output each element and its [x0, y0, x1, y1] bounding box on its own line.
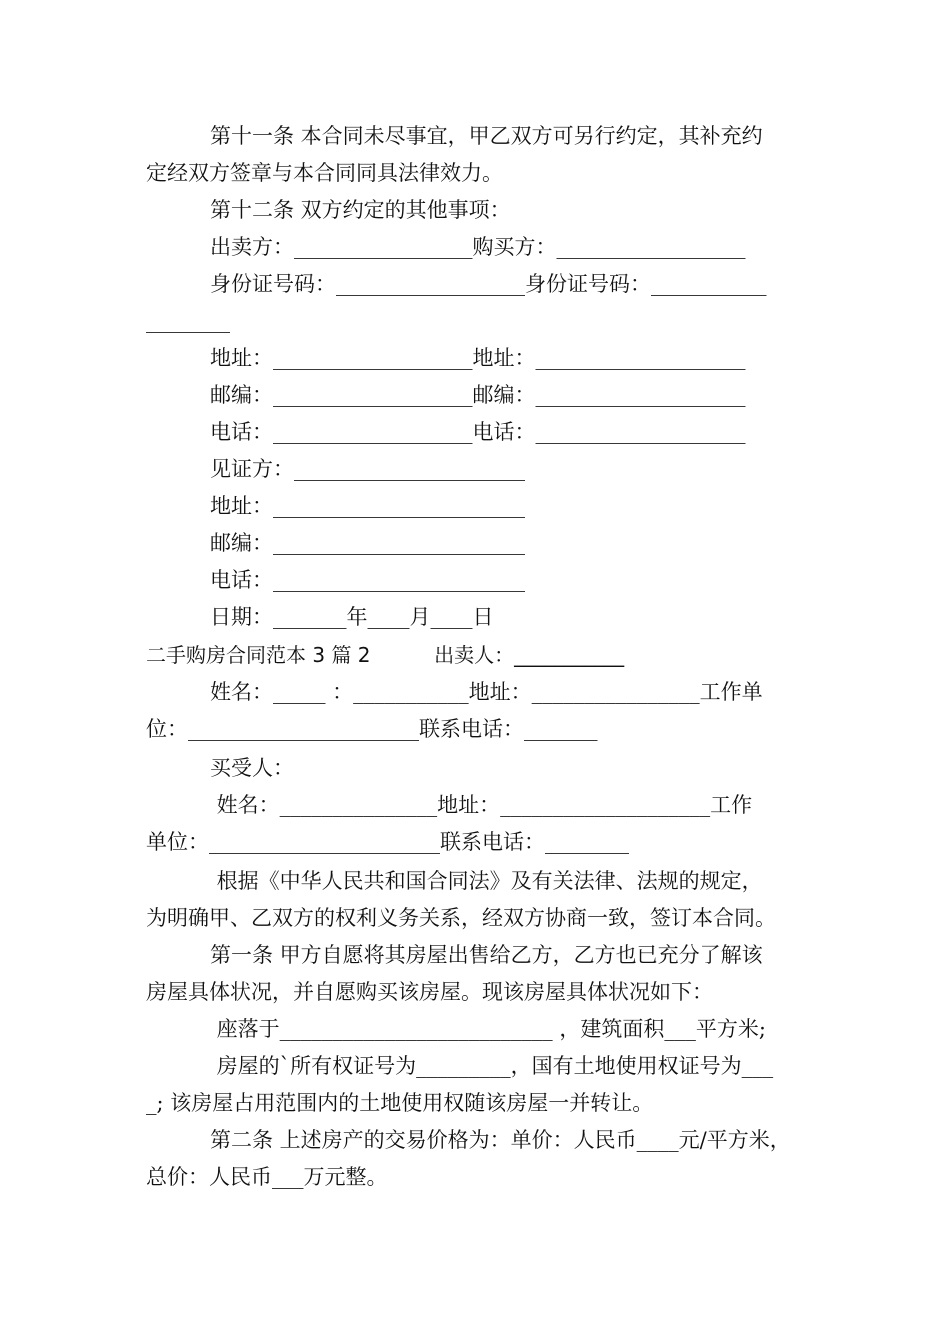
witness-line: 见证方：______________________: [210, 457, 525, 481]
witness-address-line: 地址：________________________: [210, 494, 525, 518]
witness-phone-line: 电话：________________________: [210, 568, 525, 592]
land-use-line: _; 该房屋占用范围内的土地使用权随该房屋一并转让。: [146, 1091, 654, 1115]
article-1-line-1: 第一条 甲方自愿将其房屋出售给乙方，乙方也已充分了解该: [210, 943, 763, 967]
phone-line: 电话：___________________电话：____________________: [210, 420, 746, 444]
buyer-heading: 买受人：: [210, 756, 294, 780]
seller-name-line: 姓名：_____ ：___________地址：________________工作单: [210, 680, 763, 704]
postcode-line: 邮编：___________________邮编：____________________: [210, 383, 746, 407]
preamble-line-1: 根据《中华人民共和国合同法》及有关法律、法规的规定，: [210, 869, 763, 893]
location-area-line: 座落于__________________________ ，建筑面积___平方米;: [210, 1017, 766, 1041]
article-11-line-2: 定经双方签章与本合同同具法律效力。: [146, 161, 503, 185]
article-11-line-1: 第十一条 本合同未尽事宜，甲乙双方可另行约定，其补充约: [210, 124, 763, 148]
date-line: 日期：_______年____月____日: [210, 605, 494, 629]
seller-workplace-line: 位：______________________联系电话：_______: [146, 717, 598, 741]
contract-title-seller-line: 二手购房合同范本 3 篇 2 出卖人：___________: [146, 643, 625, 667]
certificate-line: 房屋的`所有权证号为_________，国有土地使用权证号为___: [210, 1054, 774, 1078]
article-12-heading: 第十二条 双方约定的其他事项：: [210, 198, 511, 222]
article-2-line-2: 总价：人民币___万元整。: [146, 1165, 388, 1189]
seller-buyer-line: 出卖方：_________________购买方：__________________: [210, 235, 746, 259]
id-number-continuation: ________: [146, 309, 230, 333]
preamble-line-2: 为明确甲、乙双方的权利义务关系，经双方协商一致，签订本合同。: [146, 906, 776, 930]
buyer-workplace-line: 单位：______________________联系电话：________: [146, 830, 629, 854]
article-2-line-1: 第二条 上述房产的交易价格为：单价：人民币____元/平方米，: [210, 1128, 791, 1152]
article-1-line-2: 房屋具体状况，并自愿购买该房屋。现该房屋具体状况如下：: [146, 980, 713, 1004]
id-number-line: 身份证号码：__________________身份证号码：___________: [210, 272, 767, 296]
buyer-name-line: 姓名：_______________地址：____________________工作: [210, 793, 753, 817]
witness-postcode-line: 邮编：________________________: [210, 531, 525, 555]
address-line: 地址：___________________地址：____________________: [210, 346, 746, 370]
